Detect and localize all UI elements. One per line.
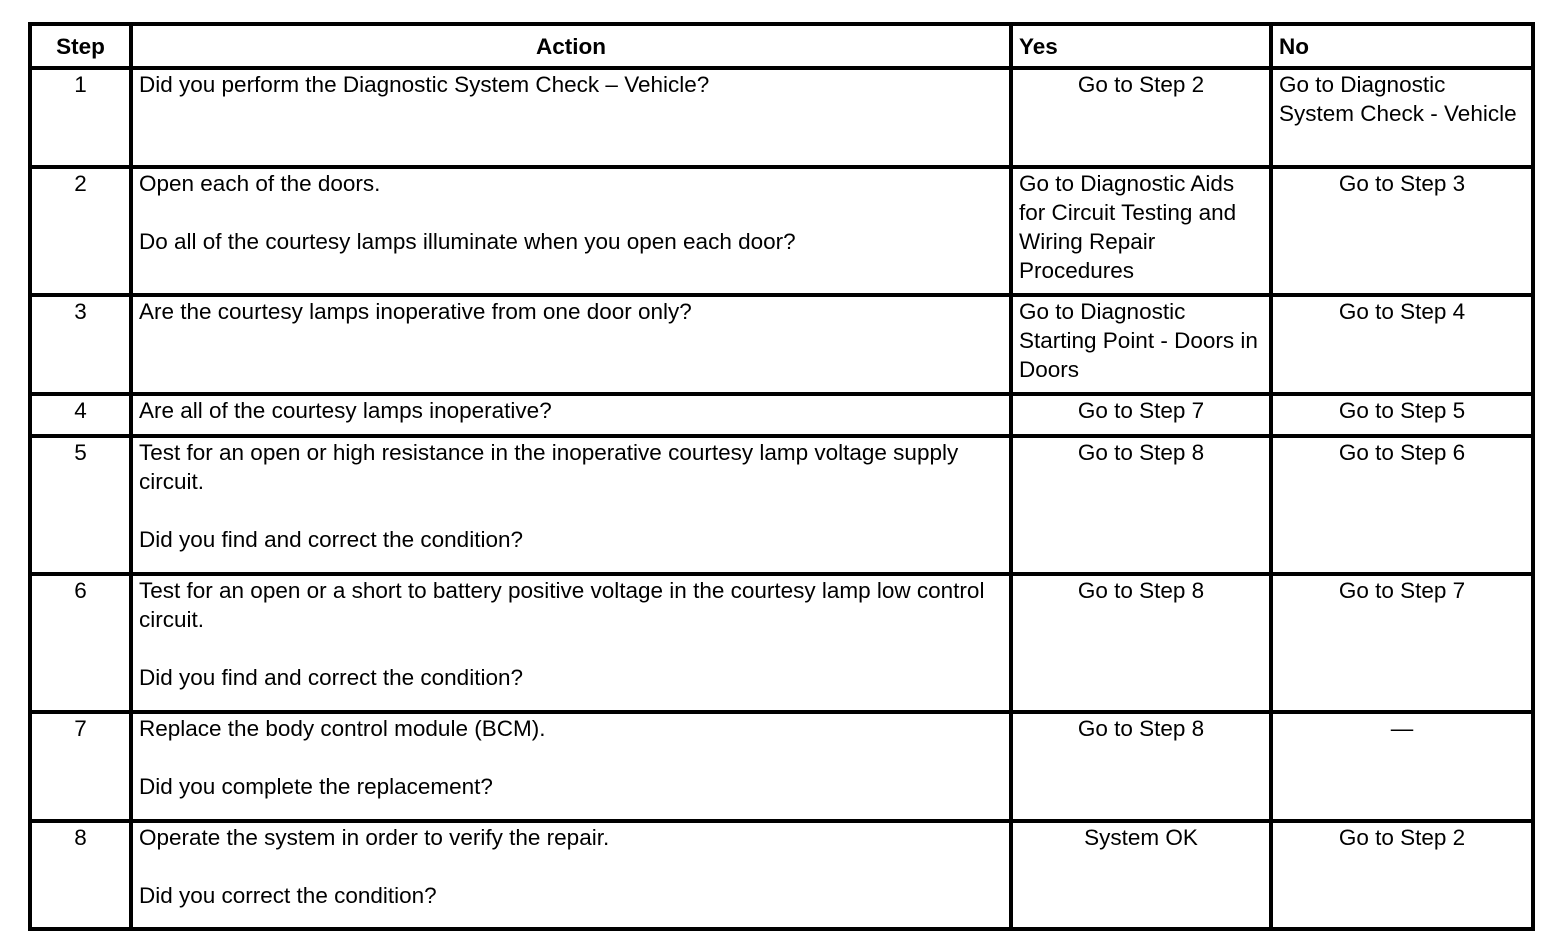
action-cell bbox=[131, 574, 1011, 712]
step-number: 3 bbox=[30, 295, 131, 394]
table-row-step-3 bbox=[30, 295, 1533, 394]
no-result: Go to Diagnostic System Check - Vehicle bbox=[1271, 68, 1533, 167]
yes-result: Go to Diagnostic Starting Point - Doors in Doors bbox=[1011, 295, 1271, 394]
step-number: 2 bbox=[30, 167, 131, 295]
no-result: Go to Step 6 bbox=[1271, 436, 1533, 574]
step-number: 5 bbox=[30, 436, 131, 574]
table-row-step-2 bbox=[30, 167, 1533, 295]
action-instruction: Open each of the doors. bbox=[139, 171, 381, 196]
no-result: Go to Step 7 bbox=[1271, 574, 1533, 712]
action-question: Are all of the courtesy lamps inoperative? bbox=[139, 398, 552, 423]
table-row-step-8 bbox=[30, 821, 1533, 929]
no-result: — bbox=[1271, 712, 1533, 821]
header-no: No bbox=[1271, 24, 1533, 68]
action-cell bbox=[131, 436, 1011, 574]
action-question: Did you correct the condition? bbox=[139, 883, 437, 908]
yes-result: Go to Step 8 bbox=[1011, 712, 1271, 821]
action-question: Are the courtesy lamps inoperative from one door only? bbox=[139, 299, 692, 324]
header-yes: Yes bbox=[1011, 24, 1271, 68]
no-result: Go to Step 5 bbox=[1271, 394, 1533, 436]
action-question: Do all of the courtesy lamps illuminate when you open each door? bbox=[139, 229, 796, 254]
table-row-step-5 bbox=[30, 436, 1533, 574]
action-instruction: Test for an open or high resistance in the inoperative courtesy lamp voltage supply circuit. bbox=[139, 440, 959, 494]
no-result: Go to Step 3 bbox=[1271, 167, 1533, 295]
action-cell bbox=[131, 394, 1011, 436]
action-question: Did you find and correct the condition? bbox=[139, 527, 523, 552]
yes-result: Go to Step 7 bbox=[1011, 394, 1271, 436]
header-action: Action bbox=[131, 24, 1011, 68]
yes-result: Go to Step 8 bbox=[1011, 574, 1271, 712]
header-row bbox=[30, 24, 1533, 68]
action-cell bbox=[131, 167, 1011, 295]
action-question: Did you find and correct the condition? bbox=[139, 665, 523, 690]
yes-result: Go to Step 2 bbox=[1011, 68, 1271, 167]
action-cell bbox=[131, 821, 1011, 929]
step-number: 8 bbox=[30, 821, 131, 929]
action-instruction: Test for an open or a short to battery positive voltage in the courtesy lamp low control circuit. bbox=[139, 578, 985, 632]
action-cell bbox=[131, 68, 1011, 167]
table-row-step-1 bbox=[30, 68, 1533, 167]
table-row-step-6 bbox=[30, 574, 1533, 712]
table-row-step-4 bbox=[30, 394, 1533, 436]
step-number: 6 bbox=[30, 574, 131, 712]
no-result: Go to Step 4 bbox=[1271, 295, 1533, 394]
yes-result: Go to Diagnostic Aids for Circuit Testing and Wiring Repair Procedures bbox=[1011, 167, 1271, 295]
action-cell bbox=[131, 295, 1011, 394]
action-cell bbox=[131, 712, 1011, 821]
yes-result: Go to Step 8 bbox=[1011, 436, 1271, 574]
yes-result: System OK bbox=[1011, 821, 1271, 929]
diagnostic-table bbox=[28, 22, 1535, 931]
action-instruction: Operate the system in order to verify the repair. bbox=[139, 825, 610, 850]
action-question: Did you perform the Diagnostic System Check – Vehicle? bbox=[139, 72, 710, 97]
step-number: 1 bbox=[30, 68, 131, 167]
step-number: 4 bbox=[30, 394, 131, 436]
table-row-step-7 bbox=[30, 712, 1533, 821]
header-step: Step bbox=[30, 24, 131, 68]
action-question: Did you complete the replacement? bbox=[139, 774, 493, 799]
step-number: 7 bbox=[30, 712, 131, 821]
no-result: Go to Step 2 bbox=[1271, 821, 1533, 929]
action-instruction: Replace the body control module (BCM). bbox=[139, 716, 546, 741]
